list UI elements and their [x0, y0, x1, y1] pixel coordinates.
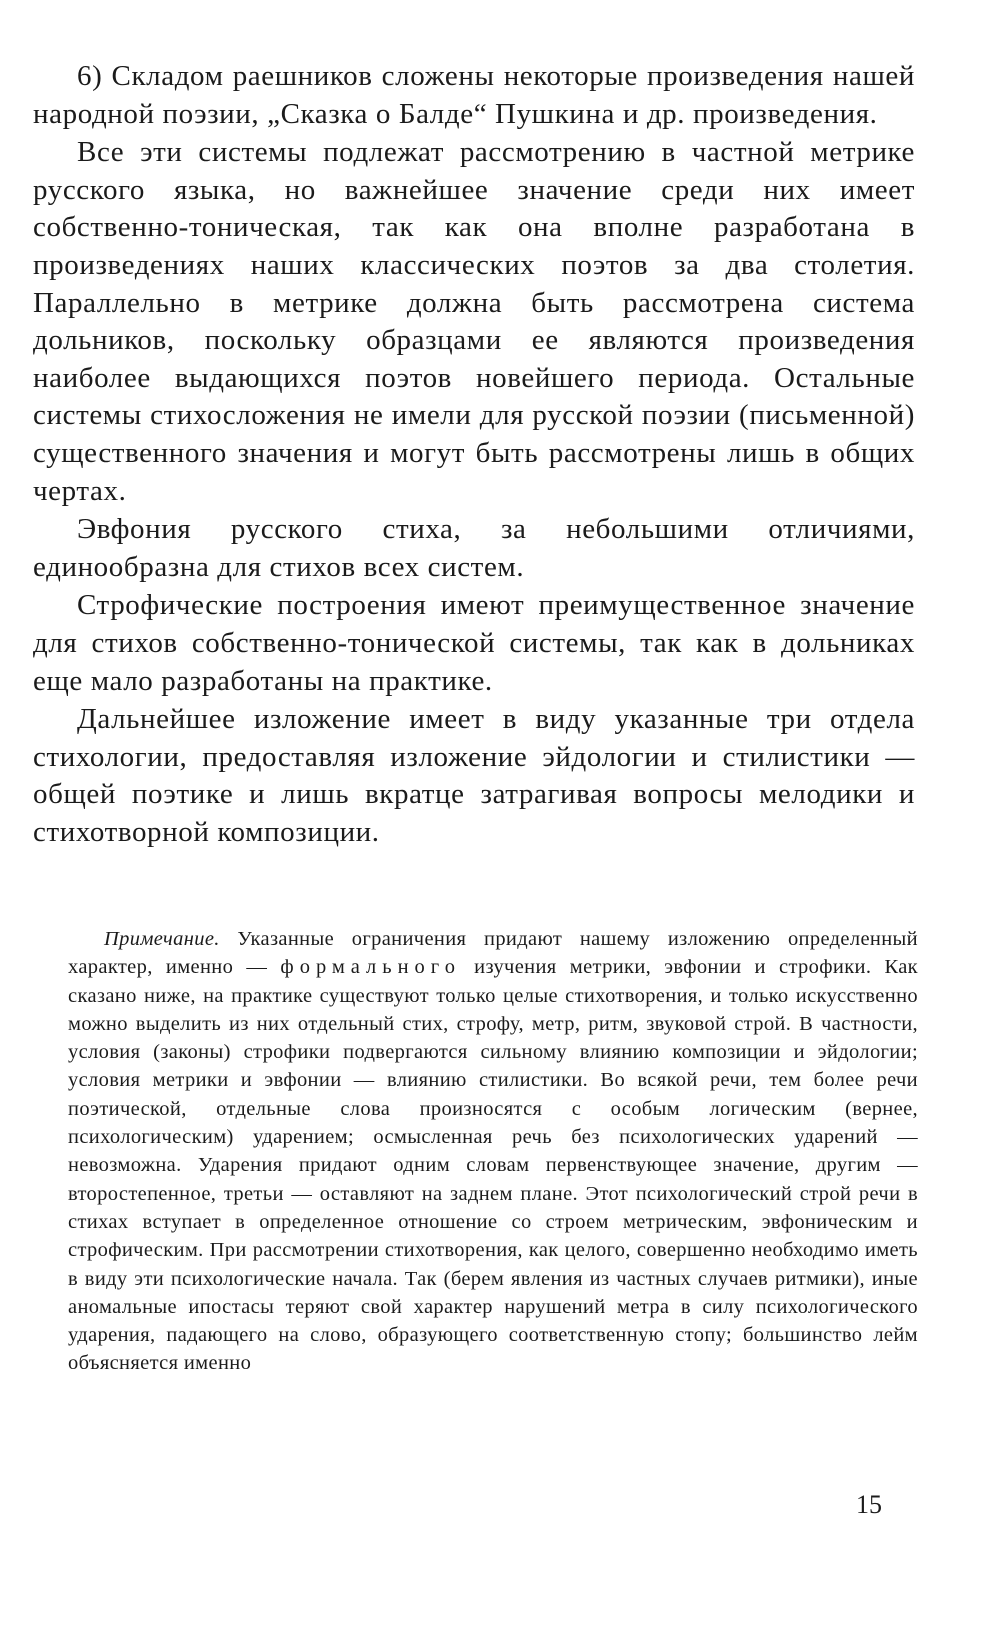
paragraph-systems: Все эти системы подлежат рассмотрению в частной метрике русского языка, но важнейшее значение среди них имеет собственно-тоническая, так как она вполне разработана в произведениях наших классических поэтов за два столетия. Параллельно в метрике должна быть рассмотрена система дольников, поскольку образцами ее являются произведения наиболее выдающихся поэтов новейшего периода. Остальные системы стихосложения не имели для русской поэзии (письменной) существенного значения и могут быть рассмотрены лишь в общих чертах.: [33, 136, 915, 507]
note-text-after: изучения метрики, эвфонии и строфики. Как сказано ниже, на практике существуют только целые стихотворения, и только искусственно можно выделить из них отдельный стих, строфу, метр, ритм, звуковой строй. В частности, условия (законы) строфики подвергаются сильному влиянию композиции и эйдологии; условия метрики и эвфонии — влиянию стилистики. Во всякой речи, тем более речи поэтической, отдельные слова произносятся с особым логическим (вернее, психологическим) ударением; осмысленная речь без психологических ударений — невозможна. Ударения придают одним словам первенствующее значение, другим — второстепенное, третьи — оставляют на заднем плане. Этот психологический строй речи в стихах вступает в определенное отношение со строем метрическим, эвфоническим и строфическим. При рассмотрении стихотворения, как целого, совершенно необходимо иметь в виду эти психологические начала. Так (берем явления из частных случаев ритмики), иные аномальные ипостасы теряют свой характер нарушений метра в силу психологического ударения, падающего на слово, образующего соответственную стопу; большинство лейм объясняется именно: [68, 956, 918, 1375]
paragraph-further: Дальнейшее изложение имеет в виду указанные три отдела стихологии, предоставляя изложение эйдологии и стилистики — общей поэтике и лишь вкратце затрагивая вопросы мелодики и стихотворной композиции.: [33, 703, 915, 848]
note-text-before: Указанные ограничения придают нашему изложению определенный характер, именно —: [68, 928, 918, 979]
paragraph-euphony: Эвфония русского стиха, за небольшими отличиями, единообразна для стихов всех систем.: [33, 513, 915, 583]
main-text: [33, 58, 915, 851]
note-spaced-word: формального: [280, 956, 461, 979]
note-lead: Примечание.: [104, 928, 220, 950]
paragraph-raeshnik: 6) Складом раешников сложены некоторые произведения нашей народной поэзии, „Сказка о Балде“ Пушкина и др. произведения.: [33, 60, 915, 130]
footnote-block: [68, 925, 918, 1378]
paragraph-strophic: Строфические построения имеют преимущественное значение для стихов собственно-тонической системы, так как в дольниках еще мало разработаны на практике.: [33, 589, 915, 697]
note-paragraph: [68, 925, 918, 1378]
page-number: 15: [856, 1490, 882, 1519]
